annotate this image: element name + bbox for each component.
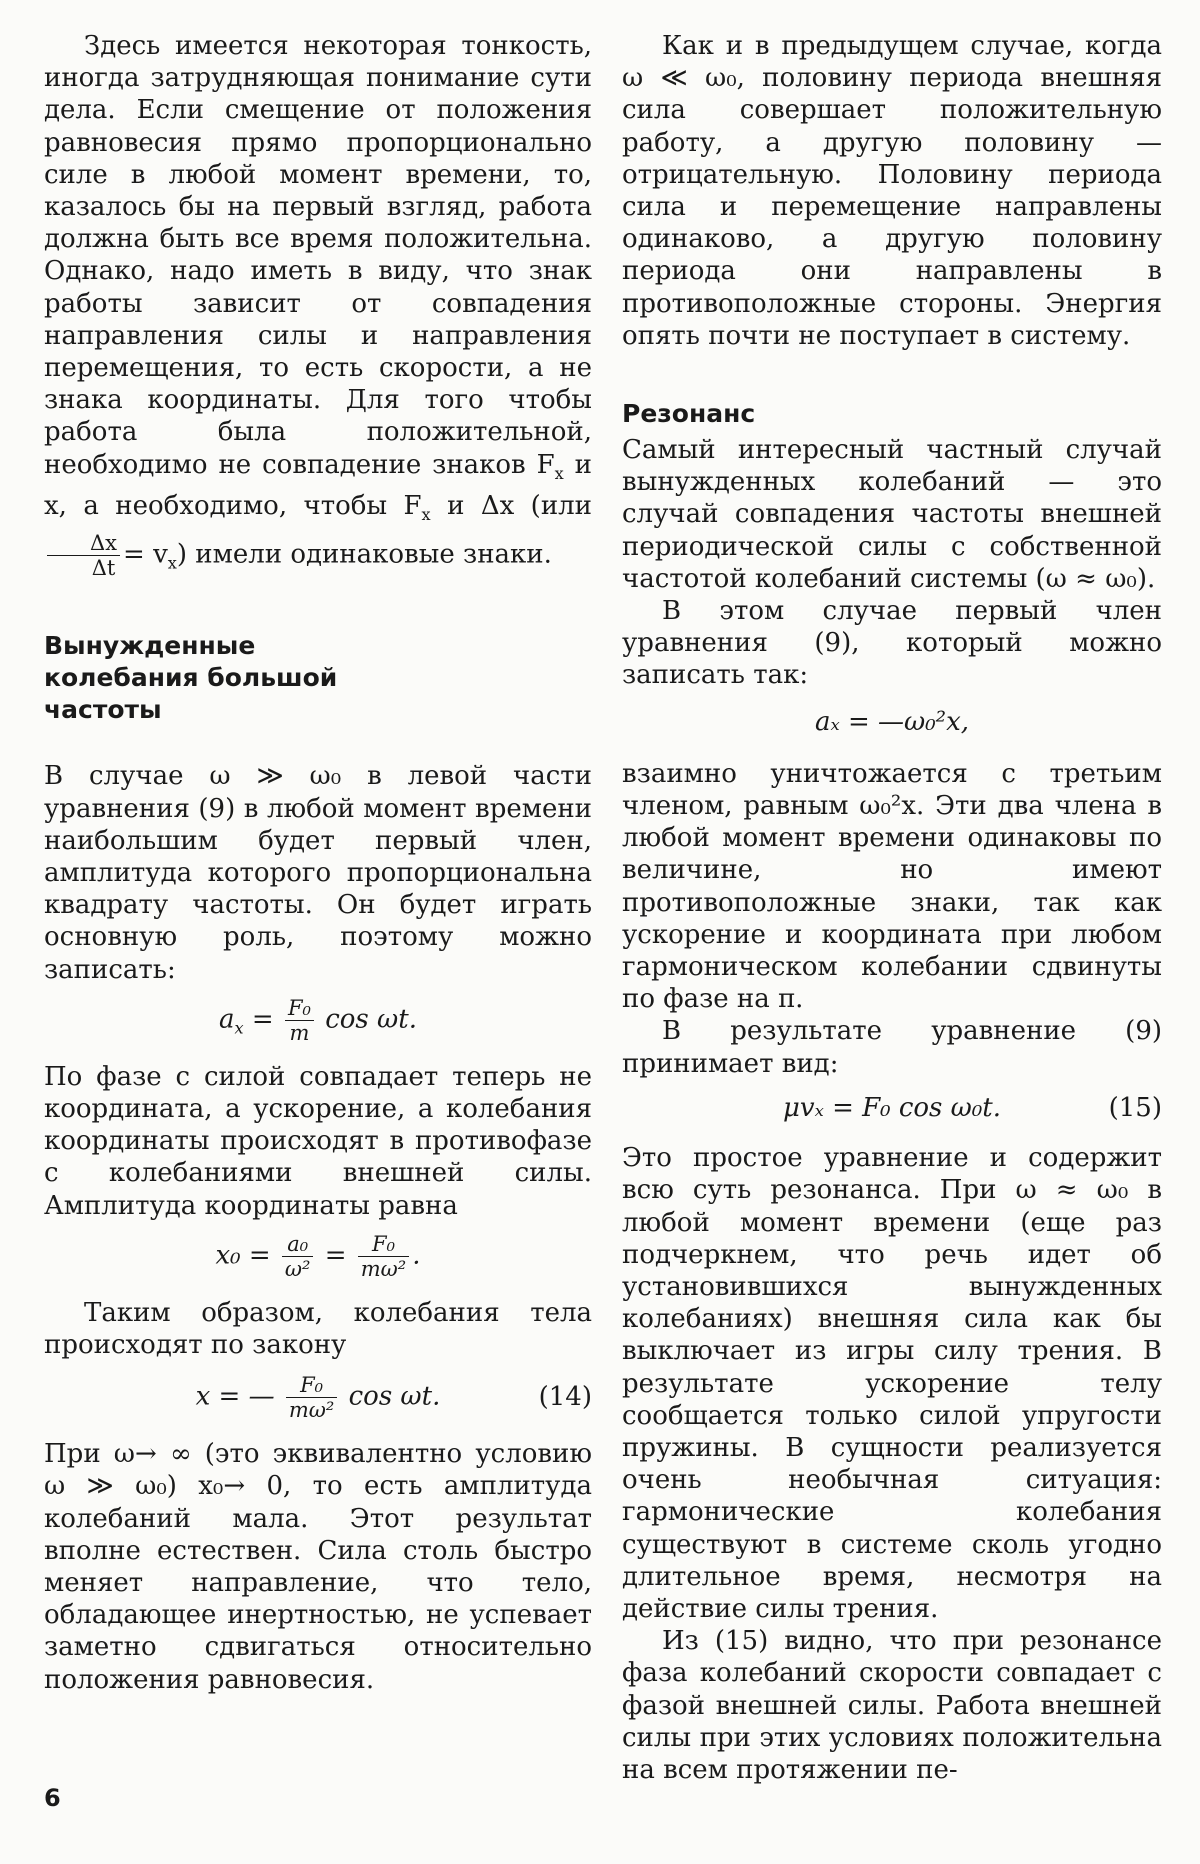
paragraph: В этом случае первый член уравнения (9), который можно записать так: xyxy=(622,596,1162,691)
subscript: x xyxy=(554,463,564,483)
text: = xyxy=(243,1004,282,1035)
denominator: Δt xyxy=(91,556,116,581)
text: = xyxy=(316,1240,355,1271)
text: . xyxy=(412,1240,421,1271)
page-number: 6 xyxy=(44,1784,61,1812)
text: и x, а необходимо, чтобы F xyxy=(44,449,592,522)
denominator: mω² xyxy=(288,1398,335,1423)
paragraph: В результате уравнение (9) принимает вид: xyxy=(622,1016,1162,1079)
numerator: F₀ xyxy=(358,1232,409,1257)
numerator: Δx xyxy=(47,531,120,556)
text: μvₓ = F₀ cos ω₀t. xyxy=(782,1092,1002,1123)
denominator: mω² xyxy=(360,1256,407,1281)
fraction xyxy=(285,996,314,1045)
text: cos ωt. xyxy=(340,1381,441,1412)
text: x = — xyxy=(195,1381,283,1412)
paragraph: В случае ω ≫ ω₀ в левой части уравнения (9) в любой момент времени наибольшим будет первый член, амплитуда которого пропорциональна квадрату частоты. Он будет играть основную роль, поэтому можно записать: xyxy=(44,761,592,985)
fraction xyxy=(286,1373,337,1422)
subscript: x xyxy=(167,554,177,574)
subscript: x xyxy=(421,505,431,525)
equation xyxy=(622,1092,1162,1124)
fraction xyxy=(358,1232,409,1281)
paragraph: При ω→ ∞ (это эквивалентно условию ω ≫ ω₀) x₀→ 0, то есть амплитуда колебаний мала. Этот результат вполне естествен. Сила столь быстро меняет направление, что тело, обладающее инертностью, не успевает заметно сдвигаться относительно положения равновесия. xyxy=(44,1439,592,1695)
equation xyxy=(44,996,592,1045)
section-heading: Вынужденные колебания большой частоты xyxy=(44,631,338,725)
equation-number: (15) xyxy=(1108,1092,1162,1123)
numerator: F₀ xyxy=(285,996,314,1021)
paragraph: По фазе с силой совпадает теперь не координата, а ускорение, а колебания координаты происходят в противофазе с колебаниями внешней силы. Амплитуда координаты равна xyxy=(44,1061,592,1221)
right-column xyxy=(622,30,1162,1786)
paragraph: Это простое уравнение и содержит всю суть резонанса. При ω ≈ ω₀ в любой момент времени (еще раз подчеркнем, что речь идет об установившихся вынужденных колебаниях) внешняя сила как бы выключает из игры силу трения. В результате ускорение телу сообщается только силой упругости пружины. В сущности реализуется очень необычная ситуация: гармонические колебания существуют в системе сколь угодно длительное время, несмотря на действие силы трения. xyxy=(622,1143,1162,1624)
paragraph xyxy=(44,30,592,580)
text: ) имели одинаковые знаки. xyxy=(176,539,552,570)
text: cos ωt. xyxy=(316,1004,417,1035)
numerator: F₀ xyxy=(286,1373,337,1398)
equation-number: (14) xyxy=(538,1382,592,1413)
denominator: m xyxy=(289,1020,310,1045)
paragraph: Как и в предыдущем случае, когда ω ≪ ω₀, половину периода внешняя сила совершает положительную работу, а другую половину — отрицательную. Половину периода сила и перемещение направлены одинаково, а другую половину периода они направлены в противоположные стороны. Энергия опять почти не поступает в систему. xyxy=(622,31,1162,351)
section-heading: Резонанс xyxy=(622,399,756,429)
text: Здесь имеется некоторая тонкость, иногда затрудняющая понимание сути дела. Если смещение от положения равновесия прямо пропорционально силе в любой момент времени, то, казалось бы на первый взгляд, работа должна быть все время положительна. Однако, надо иметь в виду, что знак работы зависит от совпадения направления силы и направления перемещения, то есть скорости, а не знака координаты. Для того чтобы работа была положительной, необходимо не совпадение знаков F xyxy=(44,31,592,480)
subscript: x xyxy=(234,1018,244,1038)
fraction xyxy=(47,531,120,580)
numerator: a₀ xyxy=(282,1232,314,1257)
text: и Δx (или xyxy=(447,491,592,522)
paragraph: Самый интересный частный случай вынужденных колебаний — это случай совпадения частоты внешней периодической силы с собственной частотой колебаний системы (ω ≈ ω₀). xyxy=(622,435,1162,594)
equation xyxy=(44,1373,592,1422)
fraction xyxy=(282,1232,314,1281)
equation xyxy=(44,1232,592,1281)
paragraph: Таким образом, колебания тела происходят по закону xyxy=(44,1297,592,1361)
left-column xyxy=(44,30,592,1696)
text: x₀ = xyxy=(215,1240,279,1271)
equation: aₓ = —ω₀²x, xyxy=(814,706,970,737)
paragraph: взаимно уничтожается с третьим членом, равным ω₀²x. Эти два члена в любой момент времени одинаковы по величине, но имеют противоположные знаки, так как ускорение и координата при любом гармоническом колебании сдвинуты по фазе на π. xyxy=(622,758,1162,1015)
text: a xyxy=(219,1004,235,1035)
denominator: ω² xyxy=(284,1256,311,1281)
text: = v xyxy=(123,539,168,570)
paragraph: Из (15) видно, что при резонансе фаза колебаний скорости совпадает с фазой внешней силы. Работа внешней силы при этих условиях положительна на всем протяжении пе- xyxy=(622,1626,1162,1785)
